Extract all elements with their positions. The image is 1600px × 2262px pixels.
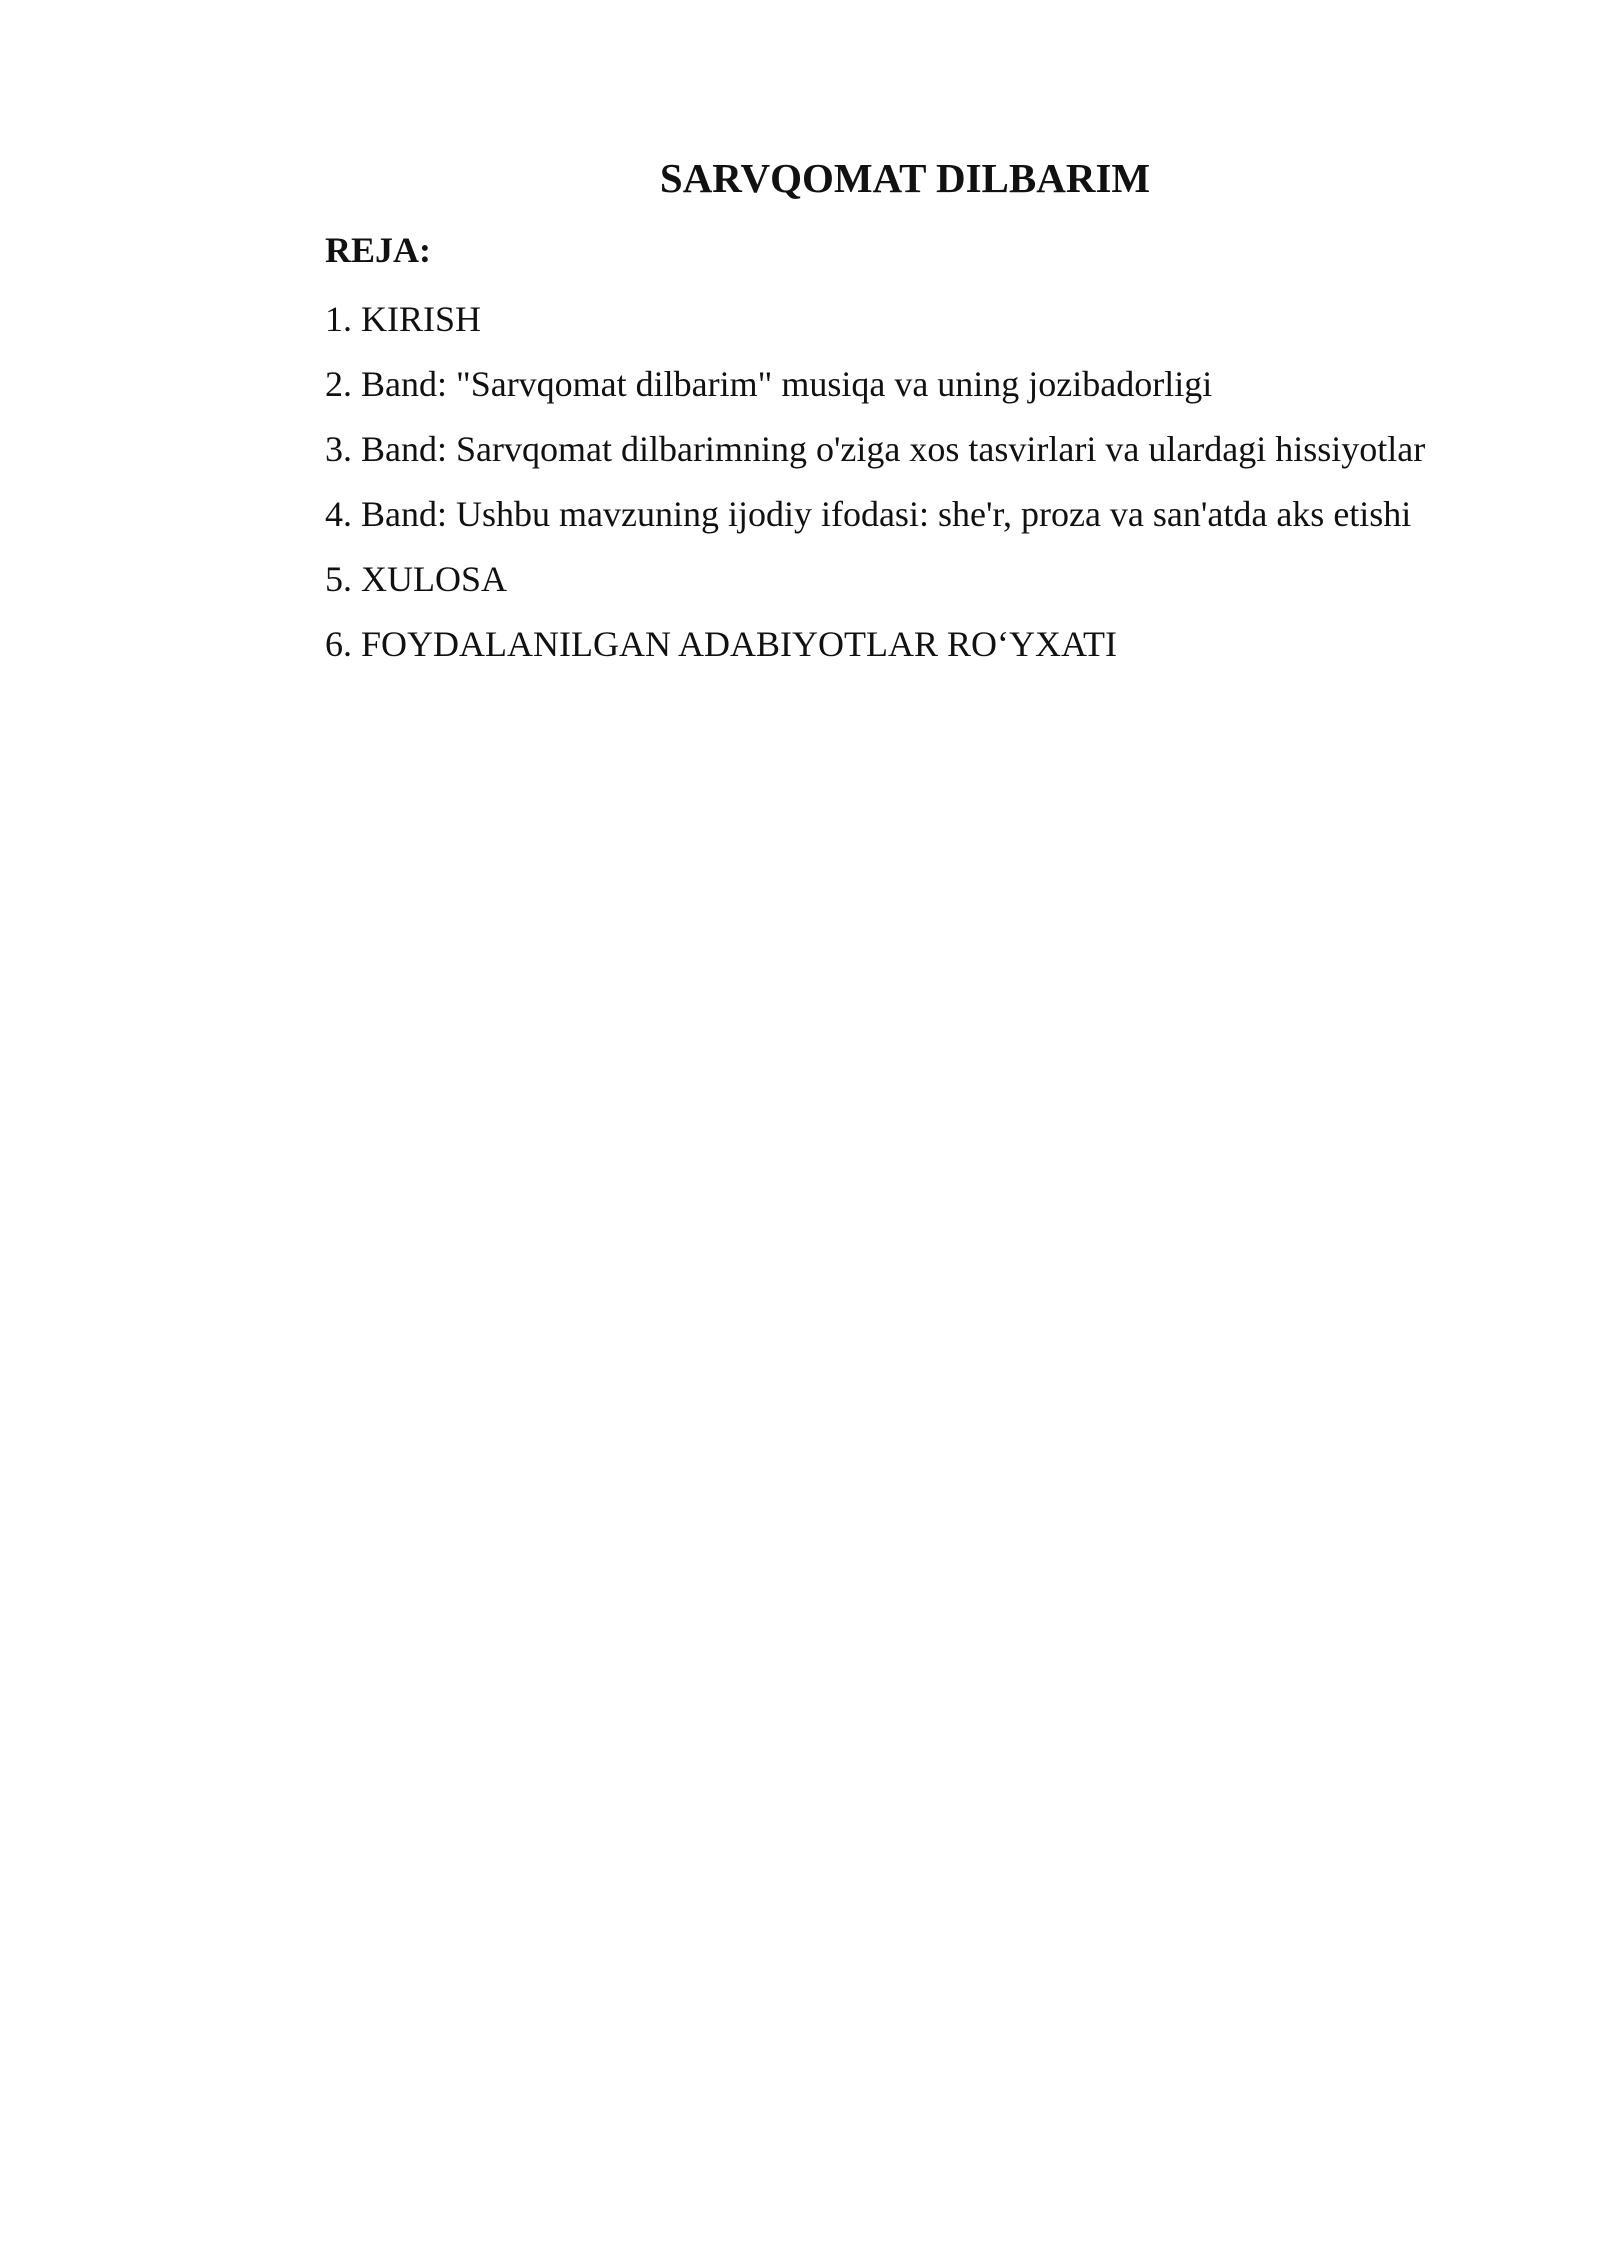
plan-item-introduction: 1. KIRISH <box>325 299 482 339</box>
plan-item-band-creative: 4. Band: Ushbu mavzuning ijodiy ifodasi: she'r, proza va san'atda aks etishi <box>325 494 1412 534</box>
plan-heading: REJA: <box>325 230 431 270</box>
plan-section <box>325 222 1575 677</box>
plan-item-references: 6. FOYDALANILGAN ADABIYOTLAR RO‘YXATI <box>325 624 1117 664</box>
document-title: SARVQOMAT DILBARIM <box>659 155 1151 201</box>
plan-item-conclusion: 5. XULOSA <box>325 559 508 599</box>
plan-item-band-music: 2. Band: "Sarvqomat dilbarim" musiqa va uning jozibadorligi <box>325 364 1213 404</box>
plan-item-band-images: 3. Band: Sarvqomat dilbarimning o'ziga xos tasvirlari va ulardagi hissiyotlar <box>325 429 1426 469</box>
plan-list <box>325 287 1575 677</box>
